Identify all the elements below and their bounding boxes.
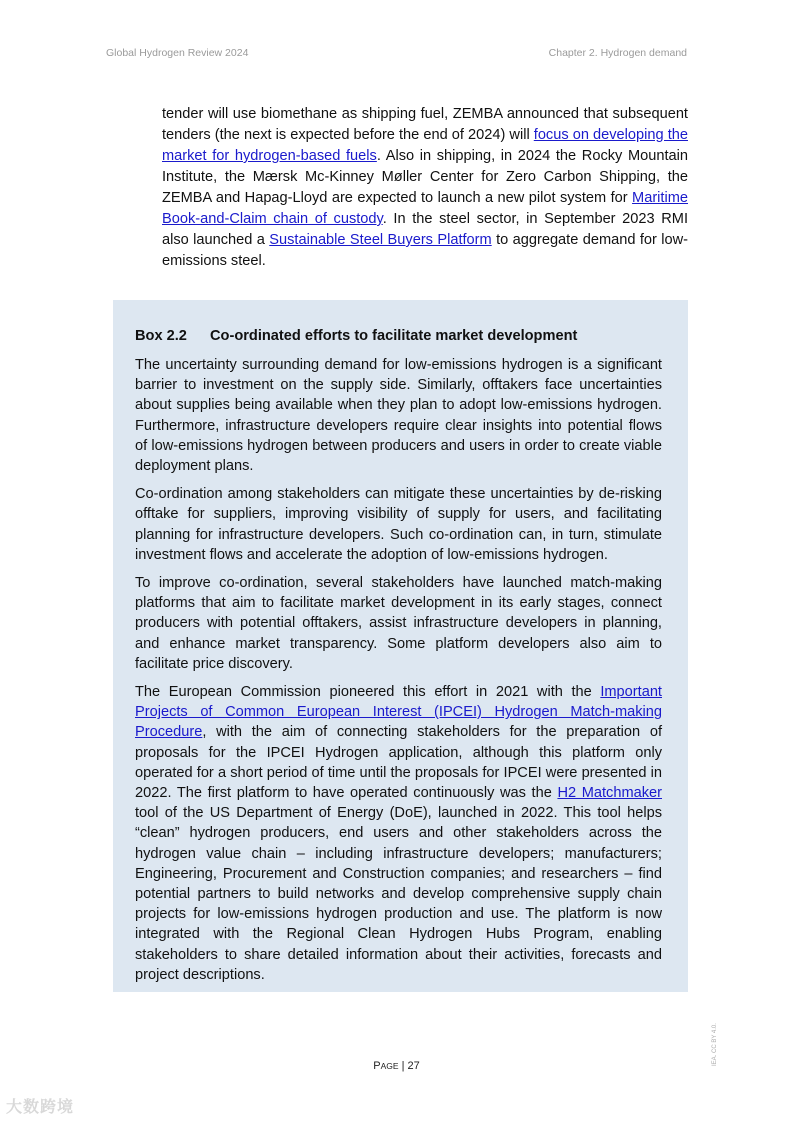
text-run: The European Commission pioneered this effort in 2021 with the [135, 684, 601, 701]
inline-link[interactable]: focus on developing the market for hydrogen-based fuels [162, 127, 688, 164]
text-run: tool of the US Department of Energy (DoE), launched in 2022. This tool helps “clean” hydrogen producers, end users and other stakeholders across the hydrogen value chain – including infrastructure developers; manufacturers; Engineering, Procurement and Construction companies; and researchers – find potential partners to build networks and develop comprehensive supply chain projects for low-emissions hydrogen production and use. The platform is now integrated with the Regional Clean Hydrogen Hubs Program, enabling stakeholders to share detailed information about their activities, forecasts and project descriptions. [135, 805, 662, 983]
box-number: Box 2.2 [135, 328, 187, 344]
box-paragraph-3: To improve co-ordination, several stakeholders have launched match-making platforms that aim to facilitate market development in its early stages, connect producers with potential offtakers, assist infrastructure developers in planning, and enhance market transparency. Some platform developers also aim to facilitate price discovery. [135, 575, 662, 672]
box-heading: Co-ordinated efforts to facilitate market development [210, 328, 578, 344]
inline-link[interactable]: Important Projects of Common European Interest (IPCEI) Hydrogen Match-making Procedure [135, 684, 662, 741]
text-run: to aggregate demand for low-emissions steel. [162, 232, 688, 269]
running-header-chapter: Chapter 2. Hydrogen demand [548, 47, 687, 59]
running-header-title: Global Hydrogen Review 2024 [106, 47, 249, 59]
page-separator: | [398, 1060, 408, 1072]
inline-link[interactable]: H2 Matchmaker [557, 785, 662, 802]
box-paragraph-2: Co-ordination among stakeholders can mitigate these uncertainties by de-risking offtake for suppliers, improving visibility of supply for users, and facilitating planning for infrastructure developers. Such co-ordination can, in turn, stimulate investment flows and accelerate the adoption of low-emissions hydrogen. [135, 486, 662, 563]
inline-link[interactable]: Sustainable Steel Buyers Platform [269, 232, 492, 248]
text-run: . In the steel sector, in September 2023 RMI also launched a [162, 211, 688, 248]
page-footer [0, 1060, 793, 1072]
text-run: . Also in shipping, in 2024 the Rocky Mountain Institute, the Mærsk Mc-Kinney Møller Center for Zero Carbon Shipping, the ZEMBA and Hapag-Lloyd are expected to launch a new pilot system for [162, 148, 689, 206]
text-run: tender will use biomethane as shipping fuel, ZEMBA announced that subsequent tenders (the next is expected before the end of 2024) will [162, 106, 688, 143]
license-note: IEA. CC BY 4.0. [712, 1023, 718, 1066]
box-2-2 [113, 300, 688, 992]
page-label: PAGE [373, 1060, 399, 1072]
page-number: 27 [407, 1060, 420, 1072]
text-run: , with the aim of connecting stakeholders for the preparation of proposals for the IPCEI Hydrogen application, although this platform only operated for a short period of time until the proposals for IPCEI were presented in 2022. The first platform to have operated continuously was the [135, 724, 662, 802]
watermark-logo: 大数跨境 [6, 1099, 75, 1116]
intro-paragraph [162, 104, 688, 272]
box-paragraph-4 [135, 682, 662, 985]
box-title [135, 326, 662, 346]
inline-link[interactable]: Maritime Book-and-Claim chain of custody [162, 190, 688, 227]
box-paragraph-1: The uncertainty surrounding demand for low-emissions hydrogen is a significant barrier to investment on the supply side. Similarly, offtakers face uncertainties about supplies being available when they plan to adopt low-emissions hydrogen. Furthermore, infrastructure developers require clear insights into potential flows of low-emissions hydrogen between producers and users in order to create viable deployment plans. [135, 357, 662, 475]
